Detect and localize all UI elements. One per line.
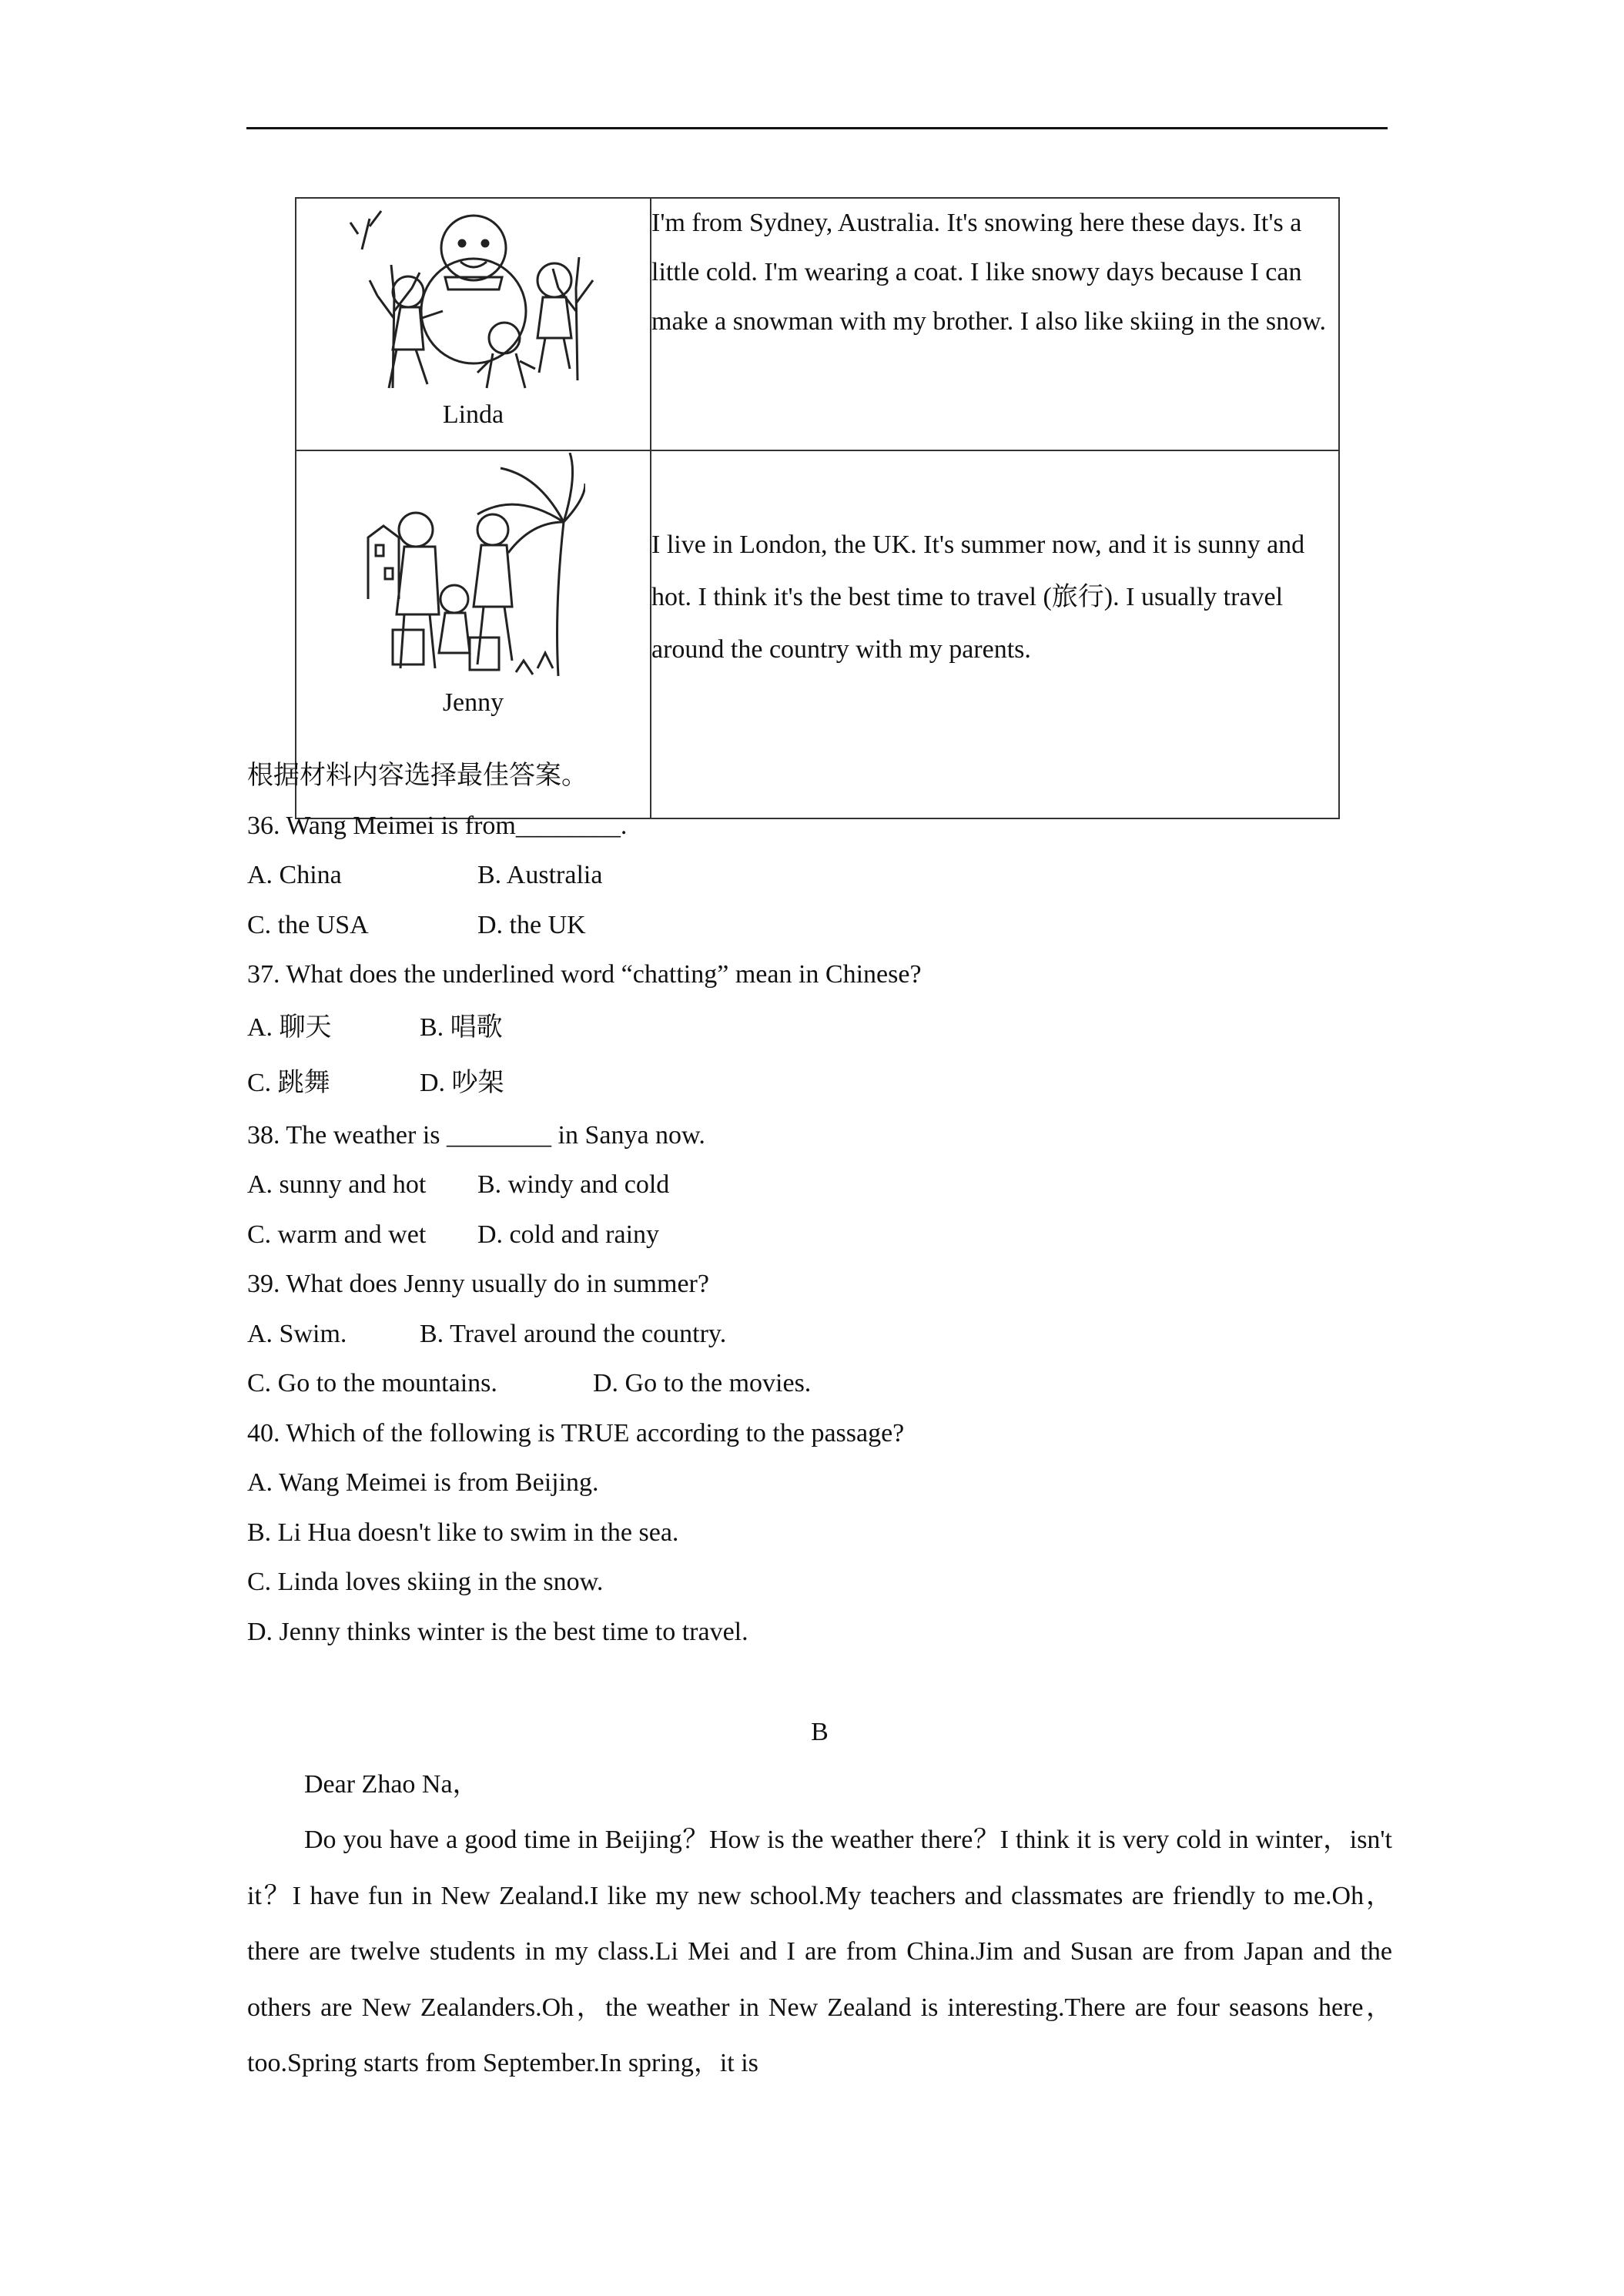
header-rule — [246, 127, 1388, 129]
profile-name: Jenny — [442, 688, 504, 717]
profile-picture-cell — [296, 198, 651, 450]
option-d[interactable]: D. 吵架 — [420, 1068, 504, 1097]
option-b[interactable]: B. Travel around the country. — [420, 1319, 727, 1348]
option-b[interactable]: B. 唱歌 — [420, 1012, 503, 1042]
option-a[interactable]: A. Wang Meimei is from Beijing. — [247, 1468, 599, 1497]
question-38-options-row-2 — [247, 1210, 1402, 1260]
question-36-stem: 36. Wang Meimei is from________. — [247, 811, 628, 840]
option-a[interactable]: A. 聊天 — [247, 1012, 332, 1042]
question-36-options-row-2 — [247, 901, 1402, 951]
option-b[interactable]: B. Australia — [477, 861, 603, 889]
option-d[interactable]: D. Jenny thinks winter is the best time to travel. — [247, 1617, 748, 1646]
profiles-table — [295, 197, 1340, 819]
profile-name: Linda — [442, 400, 504, 429]
question-39-options-row-2 — [247, 1359, 1402, 1409]
question-38-stem: 38. The weather is ________ in Sanya now. — [247, 1120, 705, 1150]
letter-salutation: Dear Zhao Na， — [304, 1770, 479, 1799]
option-c[interactable]: C. Linda loves skiing in the snow. — [247, 1568, 604, 1596]
question-37-options-row-1 — [247, 1000, 1402, 1056]
option-d[interactable]: D. cold and rainy — [477, 1220, 660, 1249]
option-c[interactable]: C. the USA — [247, 910, 369, 939]
question-36-options-row-1 — [247, 851, 1402, 901]
profile-text: I live in London, the UK. It's summer now, and it is sunny and hot. I think it's the best time to travel (旅行). I usually travel around the country with my parents. — [651, 450, 1339, 818]
question-39-stem: 39. What does Jenny usually do in summer? — [247, 1270, 709, 1298]
snowman-children-illustration-icon — [347, 203, 601, 396]
letter-paragraph: Do you have a good time in Beijing？How is the weather there？I think it is very cold in winter，isn't it？I have fun in New Zealand.I like my new school.My teachers and classmates are friendly to me.Oh，there are twelve students in my class.Li Mei and I are from China.Jim and Susan are from Japan and the others are New Zealanders.Oh，the weather in New Zealand is interesting.There are four seasons here，too.Spring starts from September.In spring，it is — [247, 1826, 1392, 2078]
question-38-options-row-1 — [247, 1160, 1402, 1210]
option-b[interactable]: B. Li Hua doesn't like to swim in the sea. — [247, 1518, 679, 1547]
option-d[interactable]: D. Go to the movies. — [593, 1369, 812, 1397]
section-title: B — [811, 1718, 829, 1746]
option-a[interactable]: A. China — [247, 861, 342, 889]
option-c[interactable]: C. Go to the mountains. — [247, 1369, 497, 1397]
profile-text: I'm from Sydney, Australia. It's snowing here these days. It's a little cold. I'm wearing a coat. I like snowy days because I can make a snowman with my brother. I also like skiing in the snow. — [651, 198, 1339, 450]
questions-section — [247, 751, 1402, 1657]
instruction: 根据材料内容选择最佳答案。 — [247, 761, 588, 790]
section-b — [247, 1708, 1392, 2092]
question-37-stem: 37. What does the underlined word “chatting” mean in Chinese? — [247, 960, 922, 989]
profile-row-linda — [296, 198, 1339, 450]
option-b[interactable]: B. windy and cold — [477, 1170, 670, 1199]
option-d[interactable]: D. the UK — [477, 910, 586, 939]
option-c[interactable]: C. 跳舞 — [247, 1068, 330, 1097]
question-39-options-row-1 — [247, 1310, 1402, 1360]
question-37-options-row-2 — [247, 1056, 1402, 1111]
option-c[interactable]: C. warm and wet — [247, 1220, 427, 1249]
option-a[interactable]: A. sunny and hot — [247, 1170, 427, 1199]
family-travel-palm-tree-illustration-icon — [362, 453, 585, 684]
option-a[interactable]: A. Swim. — [247, 1319, 347, 1348]
question-40-stem: 40. Which of the following is TRUE according to the passage? — [247, 1418, 905, 1448]
